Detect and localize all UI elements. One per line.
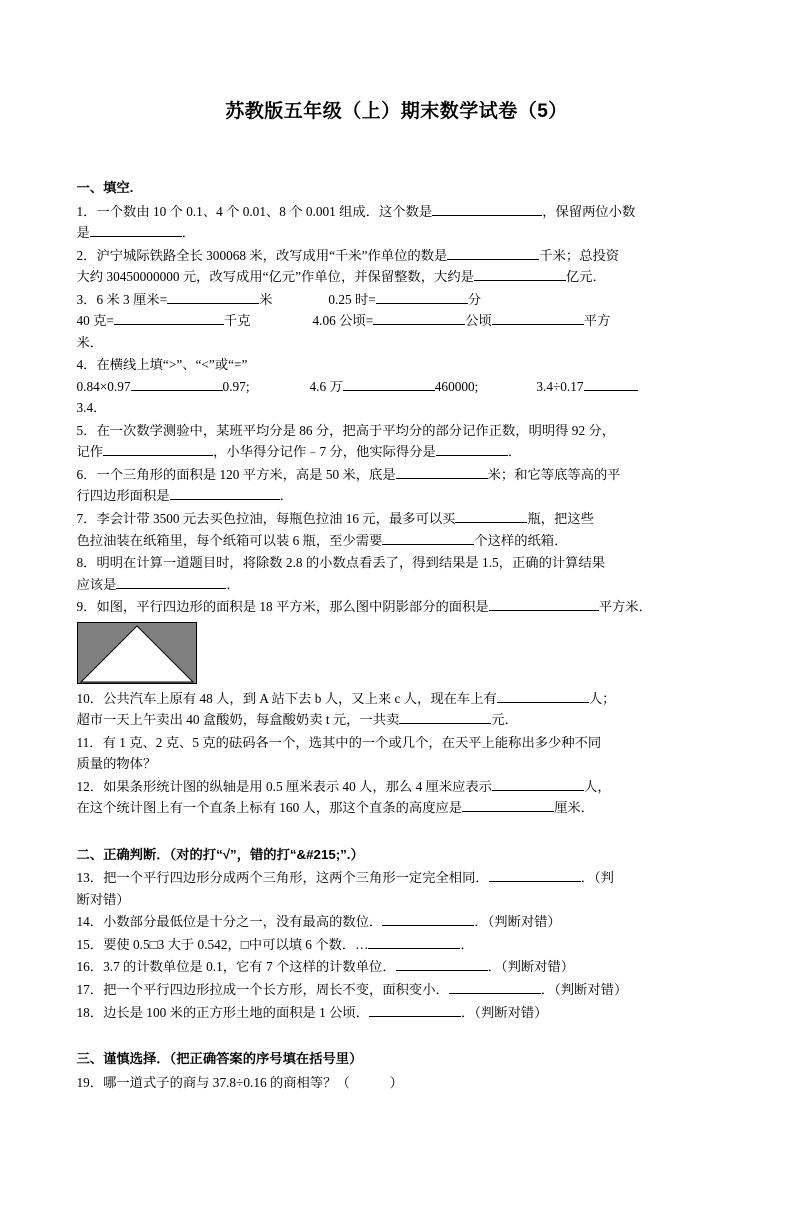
q8-line2-text-a: 应该是: [76, 576, 117, 592]
question-7: [77, 508, 717, 551]
q7-line2-text-a: 色拉油装在纸箱里，每个纸箱可以装 6 瓶，至少需要: [76, 532, 383, 548]
q2-line1-text-a: 2．沪宁城际铁路全长 300068 米，改写成用“千米”作单位的数是: [76, 247, 448, 263]
answer-blank[interactable]: [492, 777, 584, 791]
answer-blank[interactable]: [131, 377, 223, 391]
q3-line2-text-e: 平方: [583, 313, 611, 329]
answer-blank[interactable]: [116, 575, 226, 589]
question-5: [77, 420, 717, 463]
q14-text-b: ．（判断对错）: [474, 914, 561, 930]
answer-blank[interactable]: [170, 487, 280, 501]
q3-line3-text: 米．: [76, 334, 104, 350]
q4-line1-text: 4．在横线上填“>”、“<”或“=”: [76, 357, 248, 373]
q3-line1-text-d: 分: [467, 291, 482, 307]
answer-blank[interactable]: [167, 290, 259, 304]
answer-blank[interactable]: [382, 531, 474, 545]
q12-line2-text-a: 在这个统计图上有一个直条上标有 160 人，那这个直条的高度应是: [76, 800, 463, 816]
answer-blank[interactable]: [489, 597, 599, 611]
exam-content: [77, 123, 717, 1093]
question-6: [77, 464, 717, 507]
q10-line2-text-a: 超市一天上午卖出 40 盒酸奶，每盒酸奶卖 t 元，一共卖: [76, 712, 400, 728]
q6-line2-text-b: ．: [279, 488, 293, 504]
q1-line2-text-b: ．: [181, 225, 196, 241]
answer-blank[interactable]: [489, 869, 581, 883]
q10-line1-text-b: 人；: [588, 690, 616, 706]
page-title: 苏教版五年级（上）期末数学试卷（5）: [225, 101, 568, 122]
answer-blank[interactable]: [462, 799, 554, 813]
q19-text: 19．哪一道式子的商与 37.8÷0.16 的商相等？（ ）: [76, 1074, 403, 1090]
q4-line2-text-e: 3.4÷0.17: [536, 378, 584, 394]
question-13: [77, 867, 717, 910]
answer-blank[interactable]: [455, 509, 527, 523]
q2-line2-text-a: 大约 30450000000 元，改写成用“亿元”作单位，并保留整数，大约是: [76, 269, 474, 285]
q9-line1-text-b: 平方米．: [598, 599, 652, 615]
answer-blank[interactable]: [492, 312, 584, 326]
answer-blank[interactable]: [343, 377, 435, 391]
question-12: [77, 776, 717, 819]
q4-line2-text-c: 4.6 万: [309, 378, 343, 394]
q13-line1-text-a: 13．把一个平行四边形分成两个三角形，这两个三角形一定完全相同．: [76, 870, 489, 886]
q10-line1-text-a: 10．公共汽车上原有 48 人，到 A 站下去 b 人，又上来 c 人，现在车上有: [76, 690, 497, 706]
q15-text-a: 15．要使 0.5□3 大于 0.542，□中可以填 6 个数．…: [76, 936, 369, 952]
question-10: [77, 688, 717, 731]
q16-text-b: ．（判断对错）: [487, 959, 575, 975]
q4-line2-text-b: 0.97;: [222, 378, 250, 394]
q12-line1-text-b: 人，: [584, 778, 611, 794]
q14-text-a: 14．小数部分最低位是十分之一，没有最高的数位．: [76, 914, 383, 930]
q13-line1-text-b: ．（判: [580, 870, 614, 886]
q10-line2-text-b: 元．: [491, 712, 518, 728]
q3-line2-text-d: 公顷: [465, 313, 492, 329]
question-15: [77, 934, 717, 956]
question-2: [77, 245, 717, 288]
q9-line1-text-a: 9．如图，平行四边形的面积是 18 平方米，那么图中阴影部分的面积是: [76, 599, 489, 615]
answer-blank[interactable]: [368, 935, 460, 949]
q4-line2-text-d: 460000;: [434, 378, 479, 394]
answer-blank[interactable]: [449, 980, 541, 994]
q7-line1-text-b: 瓶，把这些: [527, 510, 594, 526]
section-heading-multiple-choice: 三、谨慎选择．（把正确答案的序号填在括号里）: [76, 1051, 363, 1067]
q5-line1-text: 5．在一次数学测验中，某班平均分是 86 分，把高于平均分的部分记作正数，明明得 92 分，: [76, 422, 616, 438]
q11-line2-text: 质量的物体？: [76, 756, 157, 772]
q5-line2-text-a: 记作: [76, 444, 104, 460]
q17-text-b: ．（判断对错）: [540, 982, 628, 997]
answer-blank[interactable]: [369, 1003, 461, 1017]
q17-text-a: 17．把一个平行四边形拉成一个长方形，周长不变，面积变小．: [76, 982, 449, 997]
q12-line1-text-a: 12．如果条形统计图的纵轴是用 0.5 厘米表示 40 人，那么 4 厘米应表示: [76, 778, 493, 794]
q2-line2-text-b: 亿元．: [565, 269, 606, 285]
q15-text-b: ．: [460, 936, 474, 952]
question-11: [77, 732, 717, 775]
parallelogram-shaded-triangle-icon: [77, 622, 197, 684]
q18-text-a: 18．边长是 100 米的正方形土地的面积是 1 公顷．: [76, 1004, 370, 1020]
question-16: [77, 956, 717, 978]
question-9: [77, 596, 717, 618]
figure-parallelogram: [77, 622, 197, 684]
answer-blank[interactable]: [432, 202, 542, 216]
q3-line1-text-b: 米: [259, 291, 273, 307]
q11-line1-text: 11．有 1 克、2 克、5 克的砝码各一个，选其中的一个或几个，在天平上能称出多少种不同: [76, 734, 602, 750]
answer-blank[interactable]: [114, 312, 224, 326]
q3-line1-text-c: 0.25 时=: [328, 291, 376, 307]
answer-blank[interactable]: [396, 465, 488, 479]
q16-text-a: 16．3.7 的计数单位是 0.1，它有 7 个这样的计数单位．: [76, 959, 396, 975]
question-3: [77, 289, 717, 354]
q1-line1-text-a: 1．一个数由 10 个 0.1、4 个 0.01、8 个 0.001 组成．这个数是: [76, 203, 433, 219]
section-heading-true-false: 二、正确判断．（对的打“√”，错的打“&#215;”.）: [76, 846, 364, 862]
exam-page: [0, 96, 793, 1218]
q18-text-b: ．（判断对错）: [461, 1004, 548, 1020]
answer-blank[interactable]: [103, 443, 213, 457]
question-17: [77, 979, 717, 1001]
question-1: [77, 201, 717, 244]
q1-line1-text-b: ，保留两位小数: [542, 203, 636, 219]
q6-line2-text-a: 行四边形面积是: [76, 488, 170, 504]
q7-line1-text-a: 7．李会计带 3500 元去买色拉油，每瓶色拉油 16 元，最多可以买: [76, 510, 456, 526]
answer-blank[interactable]: [474, 268, 566, 282]
q5-line2-text-c: ．: [507, 444, 522, 460]
q8-line2-text-b: ．: [226, 576, 240, 592]
q3-line1-text-a: 3．6 米 3 厘米=: [76, 291, 168, 307]
q4-line2-text-a: 0.84×0.97: [76, 378, 131, 394]
q3-line2-text-a: 40 克=: [76, 313, 114, 329]
answer-blank[interactable]: [399, 711, 491, 725]
q3-line2-text-c: 4.06 公顷=: [312, 313, 374, 329]
answer-blank[interactable]: [90, 223, 182, 237]
q7-line2-text-b: 个这样的纸箱．: [474, 532, 568, 548]
answer-blank[interactable]: [447, 246, 539, 260]
q2-line1-text-b: 千米；总投资: [539, 247, 620, 263]
question-18: [77, 1002, 717, 1024]
question-14: [77, 911, 717, 933]
q5-line2-text-b: ，小华得分记作﹣7 分，他实际得分是: [213, 444, 436, 460]
answer-blank[interactable]: [382, 913, 474, 927]
q3-line2-text-b: 千克: [223, 313, 251, 329]
answer-blank[interactable]: [584, 377, 638, 391]
section-heading-fill-in-blank: 一、填空.: [76, 180, 134, 195]
answer-blank[interactable]: [436, 443, 508, 457]
q6-line1-text-b: 米；和它等底等高的平: [487, 466, 621, 482]
answer-blank[interactable]: [396, 958, 488, 972]
q13-line2-text: 断对错）: [76, 891, 130, 907]
q6-line1-text-a: 6．一个三角形的面积是 120 平方米，高是 50 米，底是: [76, 466, 396, 482]
q12-line2-text-b: 厘米．: [554, 800, 594, 816]
answer-blank[interactable]: [497, 689, 589, 703]
q4-line3-text: 3.4．: [76, 400, 107, 416]
question-4: [77, 354, 717, 419]
answer-blank[interactable]: [373, 312, 465, 326]
question-8: [77, 552, 717, 595]
question-19: [77, 1072, 717, 1094]
answer-blank[interactable]: [376, 290, 468, 304]
q8-line1-text: 8．明明在计算一道题目时，将除数 2.8 的小数点看丢了，得到结果是 1.5，正确的计算结果: [76, 555, 606, 571]
q1-line2-text-a: 是: [76, 225, 90, 241]
